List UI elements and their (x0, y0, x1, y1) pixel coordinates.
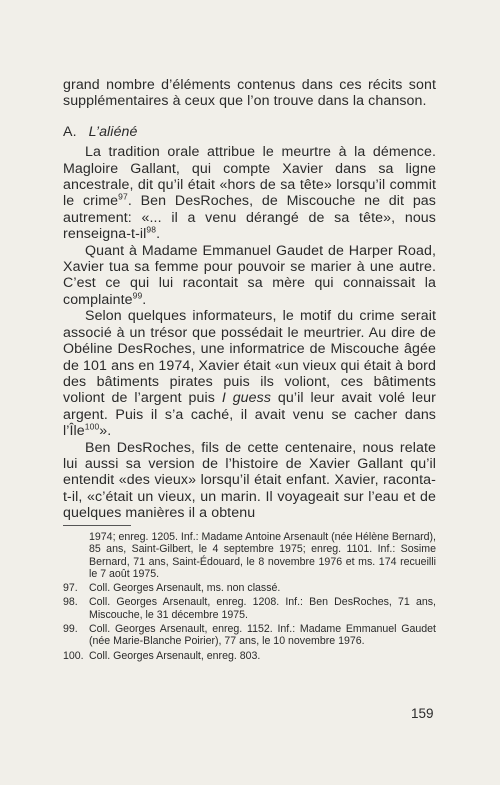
footnote-99 (63, 623, 436, 648)
paragraph-continued (63, 77, 436, 110)
paragraph-text: . (142, 291, 147, 308)
footnote-text: Coll. Georges Arsenault, enreg. 1152. Inf.: Madame Emmanuel Gaudet (née Marie-Blanche Poirier), 77 ans, le 10 novembre 1976. (89, 623, 436, 648)
paragraph-italic: I guess (221, 390, 272, 407)
paragraph-text: La tradition orale attribue le meurtre à la démence. Magloire Gallant, qui compte Xavier dans sa ligne ancestrale, dit qu’il était «hors de sa tête» lorsqu’il commit le crime (63, 144, 436, 210)
paragraph-gaudet (63, 243, 436, 309)
paragraph-text: . Ben DesRoches, de Miscouche ne dit pas autrement: «... il a venu dérangé de sa tête», nous renseigna-t-il (63, 193, 436, 243)
section-number: A. (63, 123, 77, 140)
paragraph-tradition (63, 144, 436, 242)
paragraph-text: qu’il leur avait volé leur argent. Puis il s’a caché, il avait venu se cacher dans l’Île (63, 390, 436, 440)
footnote-indent (63, 531, 89, 580)
section-title: L’aliéné (88, 123, 138, 140)
footnote-text: Coll. Georges Arsenault, enreg. 1208. Inf.: Ben DesRoches, 71 ans, Miscouche, le 31 décembre 1975. (89, 596, 436, 621)
paragraph-text: Quant à Madame Emmanuel Gaudet de Harper Road, Xavier tua sa femme pour pouvoir se marier à une autre. C’est ce qui lui racontait sa mère qui connaissait la complainte (63, 242, 436, 308)
paragraph-text: . (156, 226, 161, 243)
footnote-ref-98[interactable]: 98 (146, 224, 157, 235)
body-text (63, 77, 436, 522)
footnote-100 (63, 650, 436, 662)
footnote-text: Coll. Georges Arsenault, enreg. 803. (89, 649, 261, 662)
page-number: 159 (411, 706, 434, 721)
footnote-ref-100[interactable]: 100 (84, 421, 100, 432)
footnote-text: 1974; enreg. 1205. Inf.: Madame Antoine Arsenault (née Hélène Bernard), 85 ans, Saint-Gilbert, le 4 septembre 1975; enreg. 1101. Inf.: Sosime Bernard, 71 ans, Saint-Édouard, le 8 novembre 1976 et ms. 174 recueilli le 7 août 1975. (89, 531, 436, 580)
paragraph-text: grand nombre d’éléments contenus dans ces récits sont supplémentaires à ceux que l’on trouve dans la chanson. (63, 77, 436, 110)
footnote-text: Coll. Georges Arsenault, ms. non classé. (89, 582, 281, 595)
footnote-divider (63, 525, 131, 526)
footnote-98 (63, 596, 436, 621)
paragraph-text: ». (99, 423, 112, 440)
footnote-number: 98. (63, 596, 78, 609)
footnote-number: 97. (63, 582, 78, 595)
section-heading (63, 124, 436, 140)
paragraph-tresor (63, 308, 436, 439)
footnote-number: 99. (63, 623, 78, 636)
paragraph-ben-desroches (63, 440, 436, 522)
footnote-ref-97[interactable]: 97 (118, 191, 128, 202)
footnotes (63, 531, 436, 664)
footnote-97 (63, 582, 436, 594)
paragraph-text: Selon quelques informateurs, le motif du crime serait associé à un trésor que possédait le meurtrier. Au dire de Obéline DesRoches, une informatrice de Miscouche âgée de 101 ans en 1974, Xavier était «un vieux qui était à bord des bâtiments pirates puis ils voliont, ces bâtiments voliont de l’argent puis (63, 308, 436, 407)
paragraph-text: Ben DesRoches, fils de cette centenaire, nous relate lui aussi sa version de l’histoire de Xavier Gallant qu’il entendit «des vieux» lorsqu’il était enfant. Xavier, raconta-t-il, «c’était un vieux, un marin. Il voyageait sur l’eau et de quelques manières il a obtenu (63, 439, 436, 522)
footnote-ref-99[interactable]: 99 (132, 290, 143, 301)
footnote-number: 100. (63, 649, 84, 662)
footnote-continued (63, 531, 436, 580)
